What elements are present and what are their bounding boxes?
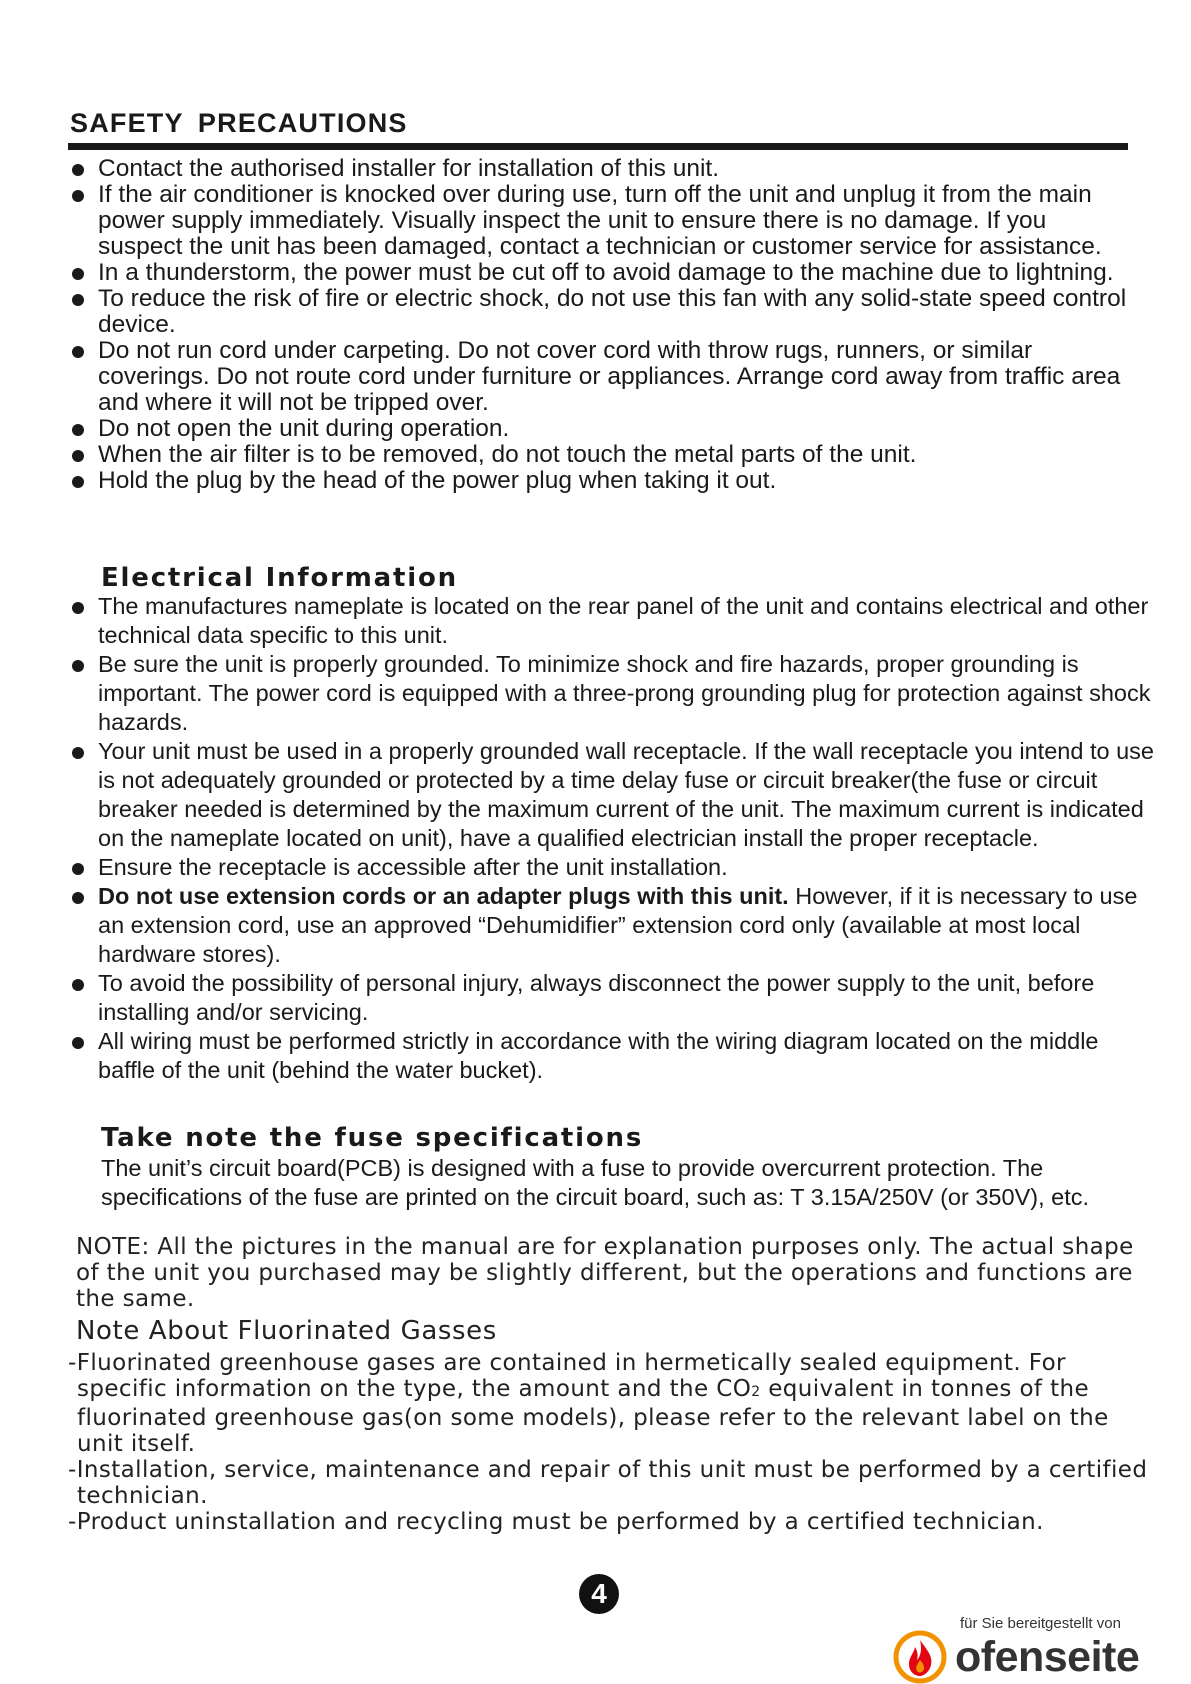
list-item: -Product uninstallation and recycling must be performed by a certified technician. — [68, 1509, 1044, 1535]
list-item: Contact the authorised installer for installation of this unit. — [70, 156, 1130, 182]
list-item: To avoid the possibility of personal injury, always disconnect the power supply to the unit, before installing and/or servicing. — [70, 969, 1160, 1027]
subscript: 2 — [751, 1384, 761, 1400]
safety-list — [70, 156, 1130, 494]
list-item: -Installation, service, maintenance and repair of this unit must be performed by a certified technician. — [68, 1457, 1148, 1509]
extension-warning-bold: Do not use extension cords or an adapter plugs with this unit. — [98, 883, 789, 909]
list-item: In a thunderstorm, the power must be cut off to avoid damage to the machine due to lightning. — [70, 260, 1130, 286]
title-rule — [68, 143, 1128, 150]
list-item: Be sure the unit is properly grounded. To minimize shock and fire hazards, proper grounding is important. The power cord is equipped with a three-prong grounding plug for protection against shock hazards. — [70, 650, 1160, 737]
provided-by: für Sie bereitgestellt von — [960, 1615, 1121, 1632]
list-item: If the air conditioner is knocked over during use, turn off the unit and unplug it from the main power supply immediately. Visually inspect the unit to ensure there is no damage. If you suspect the unit has been damaged, contact a technician or customer service for assistance. — [70, 182, 1130, 260]
note-text: NOTE: All the pictures in the manual are for explanation purposes only. The actual shape of the unit you purchased may be slightly different, but the operations and functions are the same. — [76, 1234, 1134, 1312]
fuse-text: The unit’s circuit board(PCB) is designed with a fuse to provide overcurrent protection. The specifications of the fuse are printed on the circuit board, such as: T 3.15A/250V (or 350V), etc. — [101, 1155, 1089, 1210]
page-number: 4 — [579, 1574, 619, 1614]
extension-warning-text: However, if it is necessary to use an extension cord, use an approved “Dehumidifier” extension cord only (available at most local hardware stores). — [98, 883, 1138, 967]
list-item: To reduce the risk of fire or electric shock, do not use this fan with any solid-state speed control device. — [70, 286, 1130, 338]
list-item: Your unit must be used in a properly grounded wall receptacle. If the wall receptacle you intend to use is not adequately grounded or protected by a time delay fuse or circuit breaker(the fuse or circuit breaker needed is determined by the maximum current of the unit. The maximum current is indicated on the nameplate located on unit), have a qualified electrician install the proper receptacle. — [70, 737, 1160, 853]
gases-heading: Note About Fluorinated Gasses — [76, 1316, 497, 1346]
list-item: Do not run cord under carpeting. Do not cover cord with throw rugs, runners, or similar coverings. Do not route cord under furniture or appliances. Arrange cord away from traffic area and where it will not be tripped over. — [70, 338, 1130, 416]
list-item: Do not open the unit during operation. — [70, 416, 1130, 442]
list-item: Ensure the receptacle is accessible after the unit installation. — [70, 853, 1160, 882]
brand-logo — [893, 1630, 1139, 1684]
list-item — [70, 882, 1160, 969]
gases-list — [68, 1350, 1148, 1535]
list-item: Hold the plug by the head of the power plug when taking it out. — [70, 468, 1130, 494]
list-item: When the air filter is to be removed, do not touch the metal parts of the unit. — [70, 442, 1130, 468]
electrical-heading: Electrical Information — [101, 563, 458, 593]
list-item: The manufactures nameplate is located on the rear panel of the unit and contains electrical and other technical data specific to this unit. — [70, 592, 1160, 650]
list-item: -Fluorinated greenhouse gases are contained in hermetically sealed equipment. For specific information on the type, the amount and the CO2 equivalent in tonnes of the fluorinated greenhouse gas(on some models), please refer to the relevant label on the unit itself. — [68, 1350, 1109, 1457]
list-item: All wiring must be performed strictly in accordance with the wiring diagram located on the middle baffle of the unit (behind the water bucket). — [70, 1027, 1160, 1085]
electrical-list — [70, 592, 1160, 1085]
fuse-heading: Take note the fuse specifications — [101, 1123, 644, 1153]
page-title: SAFETY PRECAUTIONS — [70, 108, 408, 138]
brand-name: ofenseite — [955, 1632, 1140, 1681]
flame-icon — [893, 1630, 947, 1684]
